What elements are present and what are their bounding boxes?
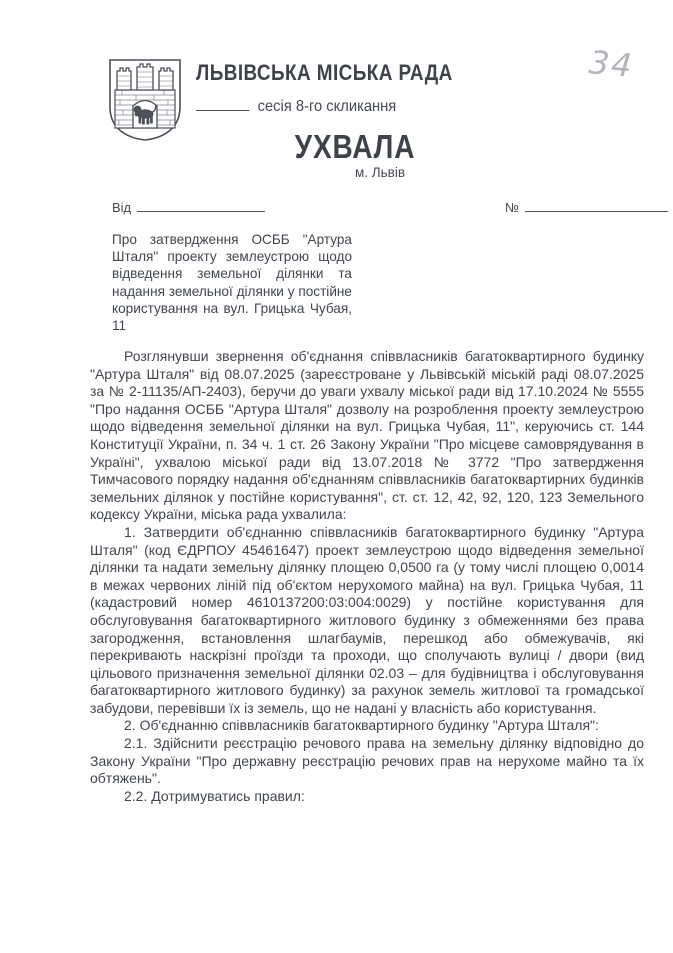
body-paragraph-2: 2. Об'єднанню співвласників багатоквартирного будинку "Артура Шталя": xyxy=(124,717,599,734)
number-field xyxy=(505,199,668,215)
body-paragraph-2-1: 2.1. Здійснити реєстрацію речового права на земельну ділянку відповідно до Закону України "Про державну реєстрацію речових прав на нерухоме майно та їх обтяжень". xyxy=(90,735,644,787)
number-field-label: № xyxy=(505,200,519,215)
body-paragraph-1: 1. Затвердити об'єднанню співвласників багатоквартирного будинку "Артура Шталя" (код ЄДРПОУ 45461647) проект землеустрою щодо відведення земельної ділянки та надати земельну ділянку площею 0,0500 га (у тому числі площею 0,0014 в межах червоних ліній під об'єктом нерухомого майна) на вул. Грицька Чубая, 11 (кадастровий номер 4610137200:03:004:0029) у постійне користування для обслуговування багатоквартирного житлового будинку з обмеженнями без права загородження, встановлення шлагбаумів, перешкод або обмежувачів, які перекривають наскрізні проїзди та проходи, що сполучають вулиці / двори (вид цільового призначення земельної ділянки 02.03 – для будівництва і обслуговування багатоквартирного житлового будинку) за рахунок земель житлової та громадської забудови, перевівши їх із земель, що не надані у власність або користування. xyxy=(90,523,644,716)
date-field-label: Від xyxy=(112,200,132,215)
document-body xyxy=(90,348,644,805)
meta-row xyxy=(0,199,673,217)
session-number-blank xyxy=(196,96,249,111)
session-line xyxy=(196,96,396,116)
body-paragraph-intro: Розглянувши звернення об'єднання співвласників багатоквартирного будинку "Артура Шталя" від 08.07.2025 (зареєстроване у Львівській міській раді 08.07.2025 за № 2-11135/АП-2403), беручи до уваги ухвалу міської ради від 17.10.2024 № 5555 "Про надання ОСББ "Артура Шталя" дозволу на розроблення проекту землеустрою щодо відведення земельної ділянки на вул. Грицька Чубая, 11", керуючись ст. 144 Конституції України, п. 34 ч. 1 ст. 26 Закону України "Про місцеве самоврядування в Україні", ухвалою міської ради від 13.07.2018 № 3772 "Про затвердження Тимчасового порядку надання об'єднанням співвласників багатоквартирних будинків земельних ділянок у постійне користування", ст. ст. 12, 42, 92, 120, 123 Земельного кодексу України, міська рада ухвалила: xyxy=(90,348,644,523)
date-field xyxy=(112,199,265,215)
doc-type-title: УХВАЛА xyxy=(294,128,416,165)
handwritten-page-number: 34 xyxy=(587,43,636,85)
subject-paragraph: Про затвердження ОСББ "Артура Шталя" проекту землеустрою щодо відведення земельної ділянки та надання земельної ділянки у постійне користування на вул. Грицька Чубая, 11 xyxy=(112,232,352,334)
org-name: ЛЬВІВСЬКА МІСЬКА РАДА xyxy=(196,60,453,85)
number-blank-line xyxy=(525,199,668,212)
session-line-label: сесія 8-го скликання xyxy=(257,98,397,115)
doc-city: м. Львів xyxy=(354,165,406,180)
body-paragraph-2-2: 2.2. Дотримуватись правил: xyxy=(124,787,305,804)
date-blank-line xyxy=(137,199,265,212)
